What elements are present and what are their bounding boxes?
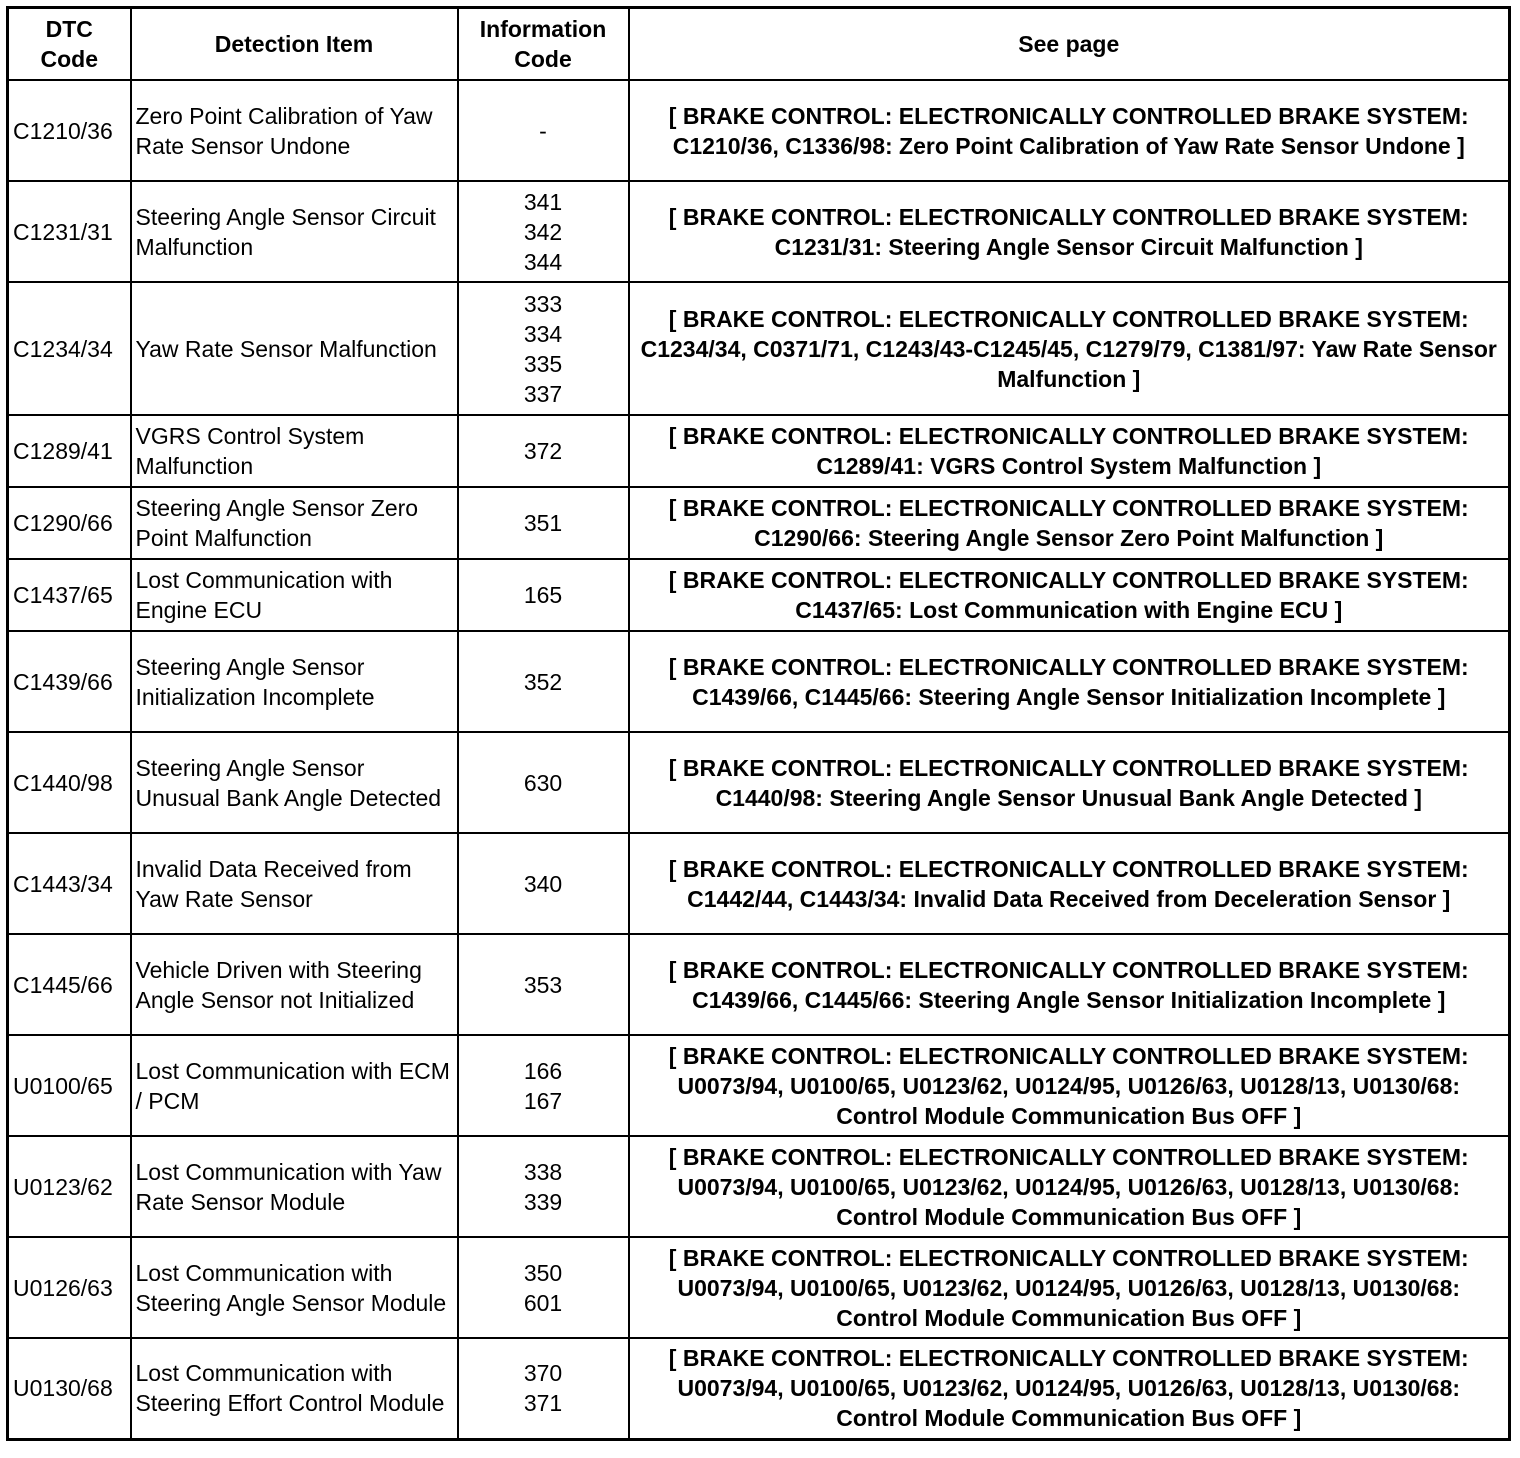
information-code-cell [458,282,629,415]
information-code-value: 166 [523,1057,563,1084]
header-information-code [458,8,629,81]
information-code-value: 165 [523,582,563,608]
dtc-code-cell: C1234/34 [8,282,131,415]
information-code-value: 630 [523,769,563,796]
information-code-value: 372 [523,438,563,464]
table-row [8,1237,1510,1338]
dtc-code-cell: C1437/65 [8,559,131,631]
information-code-cell [458,559,629,631]
information-code-cell [458,487,629,559]
header-dtc-code-line1: DTC [45,16,93,42]
see-page-link[interactable]: [ BRAKE CONTROL: ELECTRONICALLY CONTROLLED BRAKE SYSTEM: U0073/94, U0100/65, U0123/62, U0124/95, U0126/63, U0128/13, U0130/68: Control Module Communication Bus OFF ] [629,1136,1510,1237]
information-code-cell [458,1338,629,1439]
information-code-value: 350 [523,1259,563,1286]
information-code-cell [458,415,629,487]
detection-item-cell: Lost Communication with Engine ECU [131,559,458,631]
see-page-link[interactable]: [ BRAKE CONTROL: ELECTRONICALLY CONTROLLED BRAKE SYSTEM: U0073/94, U0100/65, U0123/62, U0124/95, U0126/63, U0128/13, U0130/68: Control Module Communication Bus OFF ] [629,1237,1510,1338]
dtc-code-cell: C1290/66 [8,487,131,559]
see-page-link[interactable]: [ BRAKE CONTROL: ELECTRONICALLY CONTROLLED BRAKE SYSTEM: C1440/98: Steering Angle Sensor Unusual Bank Angle Detected ] [629,732,1510,833]
dtc-code-cell: C1443/34 [8,833,131,934]
detection-item-cell: Zero Point Calibration of Yaw Rate Sensor Undone [131,80,458,181]
detection-item-cell: Lost Communication with ECM / PCM [131,1035,458,1136]
information-code-value: 601 [523,1289,563,1316]
information-code-value: 167 [523,1087,563,1114]
information-code-value: 341 [523,188,563,215]
header-row [8,8,1510,81]
information-code-value: - [539,117,547,144]
information-code-value: 339 [523,1188,563,1215]
detection-item-cell: Lost Communication with Steering Effort Control Module [131,1338,458,1439]
information-code-cell [458,1237,629,1338]
dtc-code-cell: C1440/98 [8,732,131,833]
see-page-link[interactable]: [ BRAKE CONTROL: ELECTRONICALLY CONTROLLED BRAKE SYSTEM: U0073/94, U0100/65, U0123/62, U0124/95, U0126/63, U0128/13, U0130/68: Control Module Communication Bus OFF ] [629,1338,1510,1439]
dtc-code-cell: C1289/41 [8,415,131,487]
information-code-value: 353 [523,971,563,998]
information-code-cell [458,833,629,934]
see-page-link[interactable]: [ BRAKE CONTROL: ELECTRONICALLY CONTROLLED BRAKE SYSTEM: C1290/66: Steering Angle Sensor Zero Point Malfunction ] [629,487,1510,559]
table-row [8,282,1510,415]
dtc-code-cell: C1445/66 [8,934,131,1035]
see-page-link[interactable]: [ BRAKE CONTROL: ELECTRONICALLY CONTROLLED BRAKE SYSTEM: U0073/94, U0100/65, U0123/62, U0124/95, U0126/63, U0128/13, U0130/68: Control Module Communication Bus OFF ] [629,1035,1510,1136]
detection-item-cell: Lost Communication with Steering Angle Sensor Module [131,1237,458,1338]
dtc-table-body [8,80,1510,1439]
information-code-cell [458,732,629,833]
header-dtc-code-line2: Code [40,46,98,72]
dtc-code-cell: U0130/68 [8,1338,131,1439]
header-see-page: See page [629,8,1510,81]
dtc-code-cell: U0100/65 [8,1035,131,1136]
header-detection-item: Detection Item [131,8,458,81]
information-code-value: 351 [523,510,563,536]
see-page-link[interactable]: [ BRAKE CONTROL: ELECTRONICALLY CONTROLLED BRAKE SYSTEM: C1437/65: Lost Communication with Engine ECU ] [629,559,1510,631]
information-code-cell [458,181,629,282]
dtc-code-cell: C1439/66 [8,631,131,732]
dtc-code-cell: C1231/31 [8,181,131,282]
information-code-value: 334 [523,320,563,347]
table-row [8,559,1510,631]
header-information-code-line1: Information [479,16,607,42]
see-page-link[interactable]: [ BRAKE CONTROL: ELECTRONICALLY CONTROLLED BRAKE SYSTEM: C1231/31: Steering Angle Sensor Circuit Malfunction ] [629,181,1510,282]
detection-item-cell: Yaw Rate Sensor Malfunction [131,282,458,415]
detection-item-cell: VGRS Control System Malfunction [131,415,458,487]
information-code-value: 342 [523,218,563,245]
see-page-link[interactable]: [ BRAKE CONTROL: ELECTRONICALLY CONTROLLED BRAKE SYSTEM: C1289/41: VGRS Control System Malfunction ] [629,415,1510,487]
information-code-value: 352 [523,668,563,695]
table-row [8,833,1510,934]
detection-item-cell: Invalid Data Received from Yaw Rate Sensor [131,833,458,934]
table-row [8,1136,1510,1237]
header-information-code-line2: Code [514,46,572,72]
dtc-code-cell: U0126/63 [8,1237,131,1338]
information-code-cell [458,1035,629,1136]
information-code-value: 344 [523,248,563,275]
information-code-cell [458,80,629,181]
dtc-table [6,6,1511,1441]
information-code-value: 335 [523,350,563,377]
information-code-value: 371 [523,1390,563,1417]
detection-item-cell: Steering Angle Sensor Unusual Bank Angle Detected [131,732,458,833]
see-page-link[interactable]: [ BRAKE CONTROL: ELECTRONICALLY CONTROLLED BRAKE SYSTEM: C1210/36, C1336/98: Zero Point Calibration of Yaw Rate Sensor Undone ] [629,80,1510,181]
information-code-value: 333 [523,290,563,317]
detection-item-cell: Vehicle Driven with Steering Angle Sensor not Initialized [131,934,458,1035]
table-row [8,80,1510,181]
table-row [8,487,1510,559]
table-row [8,1338,1510,1439]
detection-item-cell: Steering Angle Sensor Circuit Malfunction [131,181,458,282]
detection-item-cell: Steering Angle Sensor Initialization Incomplete [131,631,458,732]
table-row [8,631,1510,732]
header-dtc-code [8,8,131,81]
detection-item-cell: Lost Communication with Yaw Rate Sensor Module [131,1136,458,1237]
table-row [8,1035,1510,1136]
information-code-cell [458,631,629,732]
information-code-value: 338 [523,1158,563,1185]
table-row [8,732,1510,833]
table-row [8,934,1510,1035]
information-code-value: 370 [523,1360,563,1387]
table-row [8,181,1510,282]
information-code-cell [458,934,629,1035]
see-page-link[interactable]: [ BRAKE CONTROL: ELECTRONICALLY CONTROLLED BRAKE SYSTEM: C1442/44, C1443/34: Invalid Data Received from Deceleration Sensor ] [629,833,1510,934]
dtc-code-cell: U0123/62 [8,1136,131,1237]
see-page-link[interactable]: [ BRAKE CONTROL: ELECTRONICALLY CONTROLLED BRAKE SYSTEM: C1439/66, C1445/66: Steering Angle Sensor Initialization Incomplete ] [629,631,1510,732]
information-code-cell [458,1136,629,1237]
table-row [8,415,1510,487]
see-page-link[interactable]: [ BRAKE CONTROL: ELECTRONICALLY CONTROLLED BRAKE SYSTEM: C1234/34, C0371/71, C1243/43-C1245/45, C1279/79, C1381/97: Yaw Rate Sensor Malfunction ] [629,282,1510,415]
detection-item-cell: Steering Angle Sensor Zero Point Malfunction [131,487,458,559]
information-code-value: 337 [523,380,563,407]
see-page-link[interactable]: [ BRAKE CONTROL: ELECTRONICALLY CONTROLLED BRAKE SYSTEM: C1439/66, C1445/66: Steering Angle Sensor Initialization Incomplete ] [629,934,1510,1035]
information-code-value: 340 [523,870,563,897]
dtc-code-cell: C1210/36 [8,80,131,181]
